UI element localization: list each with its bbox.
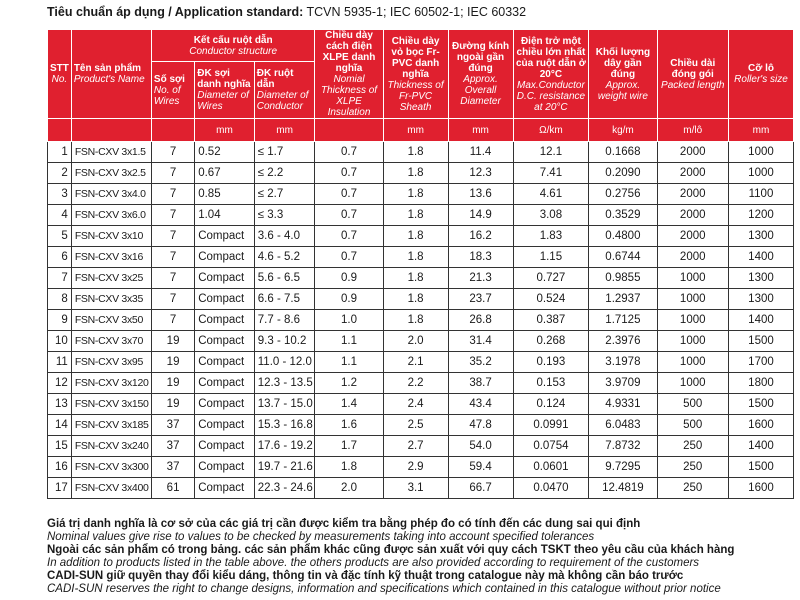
cell-xlpe: 0.7 [315,226,383,247]
cell-sheath: 1.8 [383,310,448,331]
cell-overall: 12.3 [448,163,513,184]
cell-name: FSN-CXV 3x120 [71,373,151,394]
table-row [48,478,794,499]
table-row [48,289,794,310]
table-row [48,415,794,436]
header-wire-diameter: ĐK sợi danh nghĩa Diameter of Wires [195,62,255,119]
cell-weight: 0.3529 [589,205,657,226]
cell-overall: 26.8 [448,310,513,331]
cell-packed: 2000 [657,184,728,205]
cell-cond-dia: 12.3 - 13.5 [254,373,315,394]
cell-weight: 1.2937 [589,289,657,310]
cell-stt: 5 [48,226,72,247]
cell-sheath: 1.8 [383,184,448,205]
cell-resistance: 0.153 [513,373,589,394]
cell-roller: 1500 [728,331,793,352]
cell-cond-dia: ≤ 2.2 [254,163,315,184]
cell-name: FSN-CXV 3x185 [71,415,151,436]
unit-resistance: Ω/km [513,119,589,142]
cell-stt: 7 [48,268,72,289]
cell-cond-dia: 13.7 - 15.0 [254,394,315,415]
header-stt: STT No. [48,30,72,119]
unit-name [71,119,151,142]
cell-name: FSN-CXV 3x1.5 [71,142,151,163]
cell-sheath: 1.8 [383,289,448,310]
cell-overall: 31.4 [448,331,513,352]
standard-value: TCVN 5935-1; IEC 60502-1; IEC 60332 [306,5,527,19]
cell-packed: 250 [657,478,728,499]
cell-weight: 2.3976 [589,331,657,352]
cell-overall: 11.4 [448,142,513,163]
cell-roller: 1400 [728,436,793,457]
cell-resistance: 0.193 [513,352,589,373]
cell-weight: 0.1668 [589,142,657,163]
cell-packed: 1000 [657,310,728,331]
table-row [48,373,794,394]
cell-sheath: 3.1 [383,478,448,499]
unit-roller: mm [728,119,793,142]
cell-xlpe: 1.1 [315,352,383,373]
cell-wire-dia: Compact [195,478,255,499]
header-sheath-thickness: Chiều dày vỏ bọc Fr-PVC danh nghĩa Thickness of Fr-PVC Sheath [383,30,448,119]
cell-overall: 35.2 [448,352,513,373]
cell-wires: 19 [151,331,194,352]
cell-name: FSN-CXV 3x300 [71,457,151,478]
cell-wires: 7 [151,247,194,268]
cell-cond-dia: 3.6 - 4.0 [254,226,315,247]
cell-name: FSN-CXV 3x70 [71,331,151,352]
cell-xlpe: 0.7 [315,163,383,184]
cell-weight: 12.4819 [589,478,657,499]
cell-roller: 1800 [728,373,793,394]
header-wires: Số sợi No. of Wires [151,62,194,119]
table-row [48,226,794,247]
header-roller-size: Cỡ lô Roller's size [728,30,793,119]
cell-packed: 250 [657,457,728,478]
cell-overall: 47.8 [448,415,513,436]
cell-roller: 1300 [728,226,793,247]
table-row [48,457,794,478]
cell-roller: 1500 [728,394,793,415]
table-row [48,268,794,289]
cell-cond-dia: 19.7 - 21.6 [254,457,315,478]
cell-stt: 13 [48,394,72,415]
cell-wire-dia: 1.04 [195,205,255,226]
cell-xlpe: 0.9 [315,289,383,310]
cell-weight: 0.2090 [589,163,657,184]
cell-resistance: 1.15 [513,247,589,268]
cell-xlpe: 0.7 [315,184,383,205]
cell-wire-dia: 0.52 [195,142,255,163]
cell-wires: 7 [151,184,194,205]
cell-resistance: 0.0754 [513,436,589,457]
cell-cond-dia: 4.6 - 5.2 [254,247,315,268]
note-2-vi: Ngoài các sản phẩm có trong bảng. các sản phẩm khác cũng được sản xuất với quy cách TSKT theo yêu cầu của khách hàng [47,544,735,556]
cell-wires: 19 [151,394,194,415]
cell-wire-dia: Compact [195,457,255,478]
cell-stt: 17 [48,478,72,499]
cell-xlpe: 0.9 [315,268,383,289]
cell-sheath: 1.8 [383,142,448,163]
unit-wires [151,119,194,142]
cell-sheath: 1.8 [383,163,448,184]
cell-name: FSN-CXV 3x4.0 [71,184,151,205]
table-row [48,247,794,268]
cell-overall: 59.4 [448,457,513,478]
cell-stt: 11 [48,352,72,373]
cell-stt: 16 [48,457,72,478]
cell-stt: 3 [48,184,72,205]
cell-sheath: 2.2 [383,373,448,394]
cell-stt: 12 [48,373,72,394]
cell-weight: 0.6744 [589,247,657,268]
cell-overall: 21.3 [448,268,513,289]
cell-overall: 54.0 [448,436,513,457]
cell-packed: 250 [657,436,728,457]
cell-wires: 7 [151,142,194,163]
cell-wire-dia: 0.85 [195,184,255,205]
cell-name: FSN-CXV 3x6.0 [71,205,151,226]
table-row [48,163,794,184]
cell-roller: 1700 [728,352,793,373]
unit-wire-diameter: mm [195,119,255,142]
cell-weight: 0.4800 [589,226,657,247]
cell-overall: 18.3 [448,247,513,268]
cell-overall: 38.7 [448,373,513,394]
cell-stt: 8 [48,289,72,310]
cell-stt: 4 [48,205,72,226]
cell-sheath: 2.7 [383,436,448,457]
cell-cond-dia: 9.3 - 10.2 [254,331,315,352]
cell-wires: 19 [151,352,194,373]
unit-sheath: mm [383,119,448,142]
application-standard [47,4,787,20]
cell-cond-dia: 6.6 - 7.5 [254,289,315,310]
cell-weight: 3.9709 [589,373,657,394]
cell-wire-dia: Compact [195,268,255,289]
cell-overall: 66.7 [448,478,513,499]
cell-cond-dia: ≤ 2.7 [254,184,315,205]
cell-weight: 0.2756 [589,184,657,205]
cell-resistance: 0.0601 [513,457,589,478]
cell-xlpe: 0.7 [315,205,383,226]
note-3-en: CADI-SUN reserves the right to change designs, information and specifications which contained in this catalogue without prior notice [47,583,721,595]
cell-cond-dia: 17.6 - 19.2 [254,436,315,457]
cell-cond-dia: 11.0 - 12.0 [254,352,315,373]
cell-wire-dia: Compact [195,247,255,268]
cell-wires: 37 [151,415,194,436]
cell-roller: 1000 [728,163,793,184]
header-xlpe-thickness: Chiều dày cách điện XLPE danh nghĩa Nomial Thickness of XLPE Insulation [315,30,383,119]
cell-wire-dia: Compact [195,436,255,457]
table-row [48,205,794,226]
cell-wires: 7 [151,163,194,184]
cell-roller: 1300 [728,289,793,310]
table-row [48,310,794,331]
cell-packed: 1000 [657,352,728,373]
cell-overall: 23.7 [448,289,513,310]
cell-weight: 0.9855 [589,268,657,289]
cell-overall: 16.2 [448,226,513,247]
cell-cond-dia: ≤ 3.3 [254,205,315,226]
cell-xlpe: 2.0 [315,478,383,499]
cell-weight: 4.9331 [589,394,657,415]
cell-sheath: 1.8 [383,247,448,268]
table-row [48,184,794,205]
cell-wire-dia: Compact [195,352,255,373]
table-row [48,352,794,373]
header-conductor-structure: Kết cấu ruột dẫn Conductor structure [151,30,314,62]
cell-xlpe: 1.0 [315,310,383,331]
units-row [48,119,794,142]
cell-wires: 7 [151,205,194,226]
header-packed-length: Chiều dài đóng gói Packed length [657,30,728,119]
cell-name: FSN-CXV 3x150 [71,394,151,415]
cell-roller: 1400 [728,310,793,331]
cell-xlpe: 0.7 [315,247,383,268]
cell-resistance: 0.0991 [513,415,589,436]
cell-overall: 14.9 [448,205,513,226]
cell-resistance: 7.41 [513,163,589,184]
cell-sheath: 2.4 [383,394,448,415]
cell-weight: 6.0483 [589,415,657,436]
cell-wires: 7 [151,310,194,331]
cell-roller: 1600 [728,478,793,499]
cell-wire-dia: Compact [195,310,255,331]
cell-weight: 1.7125 [589,310,657,331]
table-row [48,436,794,457]
cable-spec-table [47,29,794,499]
cell-name: FSN-CXV 3x50 [71,310,151,331]
cell-xlpe: 1.6 [315,415,383,436]
cell-wires: 7 [151,268,194,289]
cell-wires: 61 [151,478,194,499]
unit-conductor-diameter: mm [254,119,315,142]
header-overall-diameter: Đường kính ngoài gần đúng Approx. Overall Diameter [448,30,513,119]
cell-overall: 43.4 [448,394,513,415]
cell-stt: 6 [48,247,72,268]
cell-cond-dia: 5.6 - 6.5 [254,268,315,289]
cell-xlpe: 1.8 [315,457,383,478]
note-3-vi: CADI-SUN giữ quyền thay đổi kiểu dáng, thông tin và đặc tính kỹ thuật trong catalogue này mà không cần báo trước [47,570,684,582]
cell-wires: 7 [151,226,194,247]
header-conductor-diameter: ĐK ruột dẫn Diameter of Conductor [254,62,315,119]
cell-cond-dia: 7.7 - 8.6 [254,310,315,331]
table-row [48,394,794,415]
cell-wires: 19 [151,373,194,394]
cell-packed: 500 [657,415,728,436]
unit-stt [48,119,72,142]
cell-name: FSN-CXV 3x25 [71,268,151,289]
cell-resistance: 0.387 [513,310,589,331]
cell-xlpe: 1.1 [315,331,383,352]
cell-packed: 2000 [657,205,728,226]
unit-xlpe [315,119,383,142]
cell-resistance: 0.524 [513,289,589,310]
cell-wire-dia: Compact [195,226,255,247]
cell-weight: 3.1978 [589,352,657,373]
unit-packed: m/lô [657,119,728,142]
cell-cond-dia: ≤ 1.7 [254,142,315,163]
cell-packed: 1000 [657,331,728,352]
standard-label: Tiêu chuẩn áp dụng / Application standard: [47,5,304,19]
cell-packed: 500 [657,394,728,415]
header-product-name: Tên sản phẩm Product's Name [71,30,151,119]
cell-packed: 1000 [657,373,728,394]
cell-packed: 2000 [657,247,728,268]
cell-name: FSN-CXV 3x2.5 [71,163,151,184]
cell-name: FSN-CXV 3x10 [71,226,151,247]
cell-sheath: 1.8 [383,226,448,247]
cell-wire-dia: Compact [195,331,255,352]
cell-sheath: 2.5 [383,415,448,436]
header-dc-resistance: Điện trở một chiều lớn nhất của ruột dẫn ở 20°C Max.Conductor D.C. resistance at 20°C [513,30,589,119]
note-1-en: Nominal values give rise to values to be checked by measurements taking into account specified tolerances [47,531,595,543]
cell-resistance: 0.727 [513,268,589,289]
cell-cond-dia: 15.3 - 16.8 [254,415,315,436]
cell-stt: 10 [48,331,72,352]
cell-roller: 1600 [728,415,793,436]
cell-resistance: 12.1 [513,142,589,163]
cell-name: FSN-CXV 3x95 [71,352,151,373]
cell-resistance: 0.268 [513,331,589,352]
cell-cond-dia: 22.3 - 24.6 [254,478,315,499]
cell-sheath: 2.1 [383,352,448,373]
cell-xlpe: 1.2 [315,373,383,394]
cell-name: FSN-CXV 3x35 [71,289,151,310]
table-row [48,331,794,352]
cell-roller: 1200 [728,205,793,226]
cell-wires: 7 [151,289,194,310]
table-row [48,142,794,163]
cell-weight: 9.7295 [589,457,657,478]
cell-stt: 9 [48,310,72,331]
cell-stt: 14 [48,415,72,436]
cell-packed: 1000 [657,268,728,289]
cell-name: FSN-CXV 3x400 [71,478,151,499]
cell-resistance: 3.08 [513,205,589,226]
cell-resistance: 0.0470 [513,478,589,499]
cell-weight: 7.8732 [589,436,657,457]
cell-sheath: 1.8 [383,205,448,226]
cell-roller: 1500 [728,457,793,478]
cell-overall: 13.6 [448,184,513,205]
note-1-vi: Giá trị danh nghĩa là cơ sở của các giá trị cần được kiểm tra bằng phép đo có tính đến các dung sai qui định [47,518,641,530]
cell-resistance: 4.61 [513,184,589,205]
cell-roller: 1000 [728,142,793,163]
cell-xlpe: 0.7 [315,142,383,163]
cell-stt: 1 [48,142,72,163]
unit-overall: mm [448,119,513,142]
cell-wire-dia: Compact [195,289,255,310]
cell-xlpe: 1.7 [315,436,383,457]
cell-wire-dia: Compact [195,373,255,394]
unit-weight: kg/m [589,119,657,142]
cell-xlpe: 1.4 [315,394,383,415]
cell-wire-dia: 0.67 [195,163,255,184]
cell-wire-dia: Compact [195,415,255,436]
cell-wires: 37 [151,457,194,478]
cell-stt: 15 [48,436,72,457]
cell-resistance: 0.124 [513,394,589,415]
cell-wire-dia: Compact [195,394,255,415]
cell-packed: 2000 [657,163,728,184]
cell-roller: 1100 [728,184,793,205]
cell-packed: 2000 [657,142,728,163]
cell-name: FSN-CXV 3x240 [71,436,151,457]
cell-packed: 2000 [657,226,728,247]
header-weight: Khối lượng dây gần đúng Approx. weight wire [589,30,657,119]
cell-roller: 1400 [728,247,793,268]
cell-resistance: 1.83 [513,226,589,247]
cell-name: FSN-CXV 3x16 [71,247,151,268]
cell-wires: 37 [151,436,194,457]
cell-sheath: 1.8 [383,268,448,289]
footnotes [47,518,797,596]
cell-sheath: 2.9 [383,457,448,478]
cell-sheath: 2.0 [383,331,448,352]
note-2-en: In addition to products listed in the table above. the others products are also provided according to requirement of the customers [47,557,700,569]
cell-packed: 1000 [657,289,728,310]
cell-roller: 1300 [728,268,793,289]
cell-stt: 2 [48,163,72,184]
